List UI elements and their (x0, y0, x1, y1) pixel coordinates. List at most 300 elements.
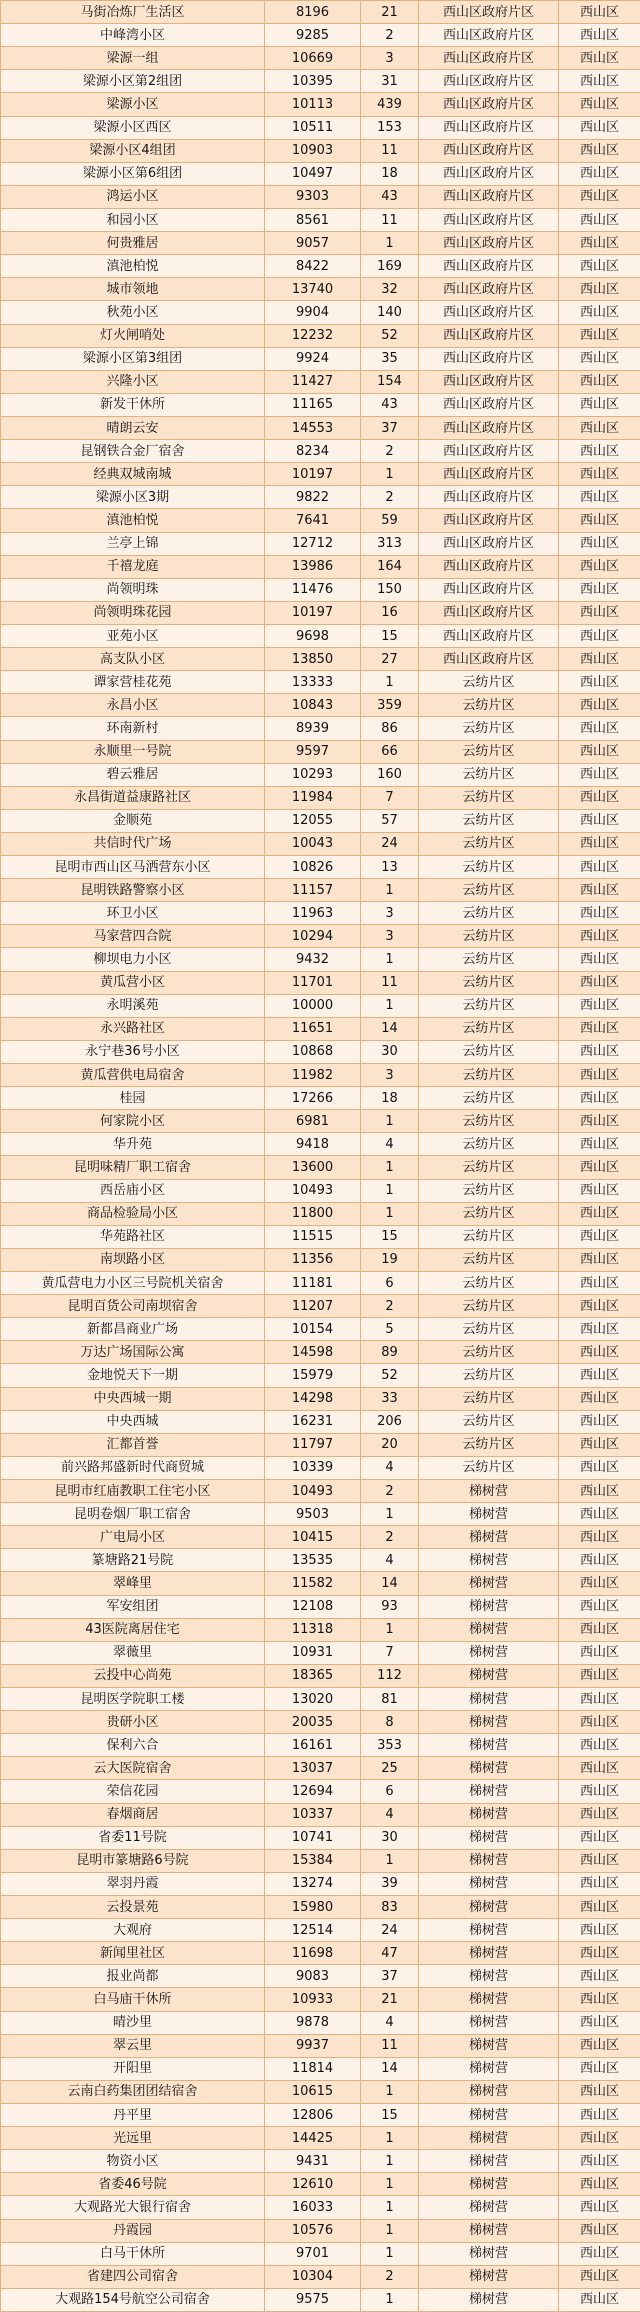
unit-price-cell: 10903 (265, 139, 361, 162)
area-cell: 云纺片区 (419, 879, 559, 902)
district-cell: 西山区 (559, 1965, 640, 1988)
listing-count-cell: 21 (361, 1, 419, 24)
area-cell: 梯树营 (419, 2011, 559, 2034)
unit-price-cell: 11984 (265, 786, 361, 809)
compound-name-cell: 新都昌商业广场 (1, 1318, 265, 1341)
listing-count-cell: 21 (361, 1988, 419, 2011)
unit-price-cell: 10293 (265, 763, 361, 786)
district-cell: 西山区 (559, 347, 640, 370)
area-cell: 云纺片区 (419, 1295, 559, 1318)
district-cell: 西山区 (559, 1734, 640, 1757)
district-cell: 西山区 (559, 1225, 640, 1248)
unit-price-cell: 6981 (265, 1110, 361, 1133)
compound-name-cell: 经典双城南城 (1, 463, 265, 486)
listing-count-cell: 59 (361, 509, 419, 532)
listing-count-cell: 3 (361, 902, 419, 925)
district-cell: 西山区 (559, 786, 640, 809)
listing-count-cell: 439 (361, 93, 419, 116)
table-row (1, 532, 640, 555)
unit-price-cell: 11476 (265, 578, 361, 601)
listing-count-cell: 66 (361, 740, 419, 763)
table-row (1, 624, 640, 647)
table-row (1, 347, 640, 370)
listing-count-cell: 35 (361, 347, 419, 370)
listing-count-cell: 83 (361, 1895, 419, 1918)
district-cell: 西山区 (559, 925, 640, 948)
area-cell: 梯树营 (419, 1988, 559, 2011)
area-cell: 梯树营 (419, 2288, 559, 2311)
listing-count-cell: 1 (361, 463, 419, 486)
listing-count-cell: 11 (361, 971, 419, 994)
area-cell: 西山区政府片区 (419, 255, 559, 278)
unit-price-cell: 9503 (265, 1503, 361, 1526)
unit-price-cell: 8422 (265, 255, 361, 278)
unit-price-cell: 10576 (265, 2219, 361, 2242)
table-row (1, 2011, 640, 2034)
table-row (1, 370, 640, 393)
listing-count-cell: 52 (361, 324, 419, 347)
district-cell: 西山区 (559, 1687, 640, 1710)
unit-price-cell: 10931 (265, 1641, 361, 1664)
unit-price-cell: 9432 (265, 948, 361, 971)
listing-count-cell: 30 (361, 1040, 419, 1063)
district-cell: 西山区 (559, 2011, 640, 2034)
listing-count-cell: 16 (361, 601, 419, 624)
area-cell: 梯树营 (419, 1895, 559, 1918)
area-cell: 梯树营 (419, 2080, 559, 2103)
area-cell: 梯树营 (419, 1480, 559, 1503)
listing-count-cell: 4 (361, 1456, 419, 1479)
district-cell: 西山区 (559, 1156, 640, 1179)
area-cell: 西山区政府片区 (419, 324, 559, 347)
listing-count-cell: 169 (361, 255, 419, 278)
compound-name-cell: 鸿运小区 (1, 185, 265, 208)
listing-count-cell: 14 (361, 1017, 419, 1040)
district-cell: 西山区 (559, 324, 640, 347)
area-cell: 云纺片区 (419, 856, 559, 879)
compound-name-cell: 万达广场国际公寓 (1, 1341, 265, 1364)
district-cell: 西山区 (559, 971, 640, 994)
table-row (1, 1064, 640, 1087)
district-cell: 西山区 (559, 1664, 640, 1687)
district-cell: 西山区 (559, 1110, 640, 1133)
unit-price-cell: 11356 (265, 1248, 361, 1271)
unit-price-cell: 11318 (265, 1618, 361, 1641)
listing-count-cell: 1 (361, 232, 419, 255)
area-cell: 云纺片区 (419, 1225, 559, 1248)
table-row (1, 208, 640, 231)
compound-name-cell: 昆明医学院职工楼 (1, 1687, 265, 1710)
area-cell: 云纺片区 (419, 740, 559, 763)
unit-price-cell: 15980 (265, 1895, 361, 1918)
table-row (1, 324, 640, 347)
unit-price-cell: 10415 (265, 1526, 361, 1549)
district-cell: 西山区 (559, 2173, 640, 2196)
table-row (1, 809, 640, 832)
table-row (1, 786, 640, 809)
unit-price-cell: 12232 (265, 324, 361, 347)
unit-price-cell: 10868 (265, 1040, 361, 1063)
area-cell: 梯树营 (419, 1734, 559, 1757)
compound-name-cell: 环卫小区 (1, 902, 265, 925)
district-cell: 西山区 (559, 2288, 640, 2311)
listing-count-cell: 359 (361, 694, 419, 717)
district-cell: 西山区 (559, 1919, 640, 1942)
compound-name-cell: 昆明百货公司南坝宿舍 (1, 1295, 265, 1318)
compound-name-cell: 环南新村 (1, 717, 265, 740)
compound-name-cell: 翠羽丹霞 (1, 1872, 265, 1895)
district-cell: 西山区 (559, 578, 640, 601)
district-cell: 西山区 (559, 994, 640, 1017)
listing-count-cell: 14 (361, 2057, 419, 2080)
listing-count-cell: 1 (361, 2080, 419, 2103)
table-row (1, 1433, 640, 1456)
listing-count-cell: 81 (361, 1687, 419, 1710)
district-cell: 西山区 (559, 1248, 640, 1271)
district-cell: 西山区 (559, 463, 640, 486)
district-cell: 西山区 (559, 648, 640, 671)
district-cell: 西山区 (559, 717, 640, 740)
area-cell: 梯树营 (419, 2103, 559, 2126)
table-row (1, 1133, 640, 1156)
district-cell: 西山区 (559, 763, 640, 786)
unit-price-cell: 11207 (265, 1295, 361, 1318)
table-row (1, 2057, 640, 2080)
table-row (1, 1826, 640, 1849)
table-row (1, 2034, 640, 2057)
area-cell: 梯树营 (419, 1826, 559, 1849)
listing-count-cell: 20 (361, 1433, 419, 1456)
compound-name-cell: 梁源小区第3组团 (1, 347, 265, 370)
listing-count-cell: 1 (361, 1849, 419, 1872)
compound-name-cell: 马家营四合院 (1, 925, 265, 948)
table-row (1, 1110, 640, 1133)
unit-price-cell: 11582 (265, 1572, 361, 1595)
table-row (1, 763, 640, 786)
compound-name-cell: 贵研小区 (1, 1711, 265, 1734)
compound-name-cell: 报业尚都 (1, 1965, 265, 1988)
listing-count-cell: 160 (361, 763, 419, 786)
compound-name-cell: 亚苑小区 (1, 624, 265, 647)
district-cell: 西山区 (559, 1711, 640, 1734)
district-cell: 西山区 (559, 740, 640, 763)
listing-count-cell: 47 (361, 1942, 419, 1965)
area-cell: 云纺片区 (419, 1272, 559, 1295)
area-cell: 云纺片区 (419, 925, 559, 948)
listing-count-cell: 2 (361, 1480, 419, 1503)
district-cell: 西山区 (559, 1456, 640, 1479)
district-cell: 西山区 (559, 139, 640, 162)
table-row (1, 463, 640, 486)
district-cell: 西山区 (559, 1433, 640, 1456)
area-cell: 西山区政府片区 (419, 601, 559, 624)
table-row (1, 2103, 640, 2126)
unit-price-cell: 9083 (265, 1965, 361, 1988)
table-row (1, 1480, 640, 1503)
area-cell: 云纺片区 (419, 763, 559, 786)
district-cell: 西山区 (559, 370, 640, 393)
area-cell: 西山区政府片区 (419, 1, 559, 24)
compound-name-cell: 大观府 (1, 1919, 265, 1942)
listing-count-cell: 33 (361, 1387, 419, 1410)
compound-name-cell: 兴隆小区 (1, 370, 265, 393)
compound-name-cell: 永明溪苑 (1, 994, 265, 1017)
area-cell: 云纺片区 (419, 1064, 559, 1087)
table-row (1, 1572, 640, 1595)
unit-price-cell: 18365 (265, 1664, 361, 1687)
compound-name-cell: 和园小区 (1, 208, 265, 231)
listing-count-cell: 8 (361, 1711, 419, 1734)
table-row (1, 948, 640, 971)
area-cell: 云纺片区 (419, 809, 559, 832)
unit-price-cell: 10197 (265, 463, 361, 486)
table-row (1, 1272, 640, 1295)
area-cell: 梯树营 (419, 2242, 559, 2265)
table-row (1, 2080, 640, 2103)
district-cell: 西山区 (559, 1040, 640, 1063)
listing-count-cell: 37 (361, 1965, 419, 1988)
area-cell: 西山区政府片区 (419, 648, 559, 671)
compound-name-cell: 永昌街道益康路社区 (1, 786, 265, 809)
district-cell: 西山区 (559, 2265, 640, 2288)
district-cell: 西山区 (559, 1087, 640, 1110)
table-row (1, 1387, 640, 1410)
listing-count-cell: 2 (361, 1526, 419, 1549)
compound-name-cell: 翠云里 (1, 2034, 265, 2057)
unit-price-cell: 14425 (265, 2127, 361, 2150)
listing-count-cell: 7 (361, 786, 419, 809)
unit-price-cell: 10337 (265, 1803, 361, 1826)
compound-name-cell: 永兴路社区 (1, 1017, 265, 1040)
listing-count-cell: 1 (361, 948, 419, 971)
area-cell: 云纺片区 (419, 1040, 559, 1063)
district-cell: 西山区 (559, 601, 640, 624)
listing-count-cell: 1 (361, 994, 419, 1017)
table-row (1, 1595, 640, 1618)
table-row (1, 1641, 640, 1664)
district-cell: 西山区 (559, 1780, 640, 1803)
area-cell: 西山区政府片区 (419, 162, 559, 185)
compound-name-cell: 尚领明珠花园 (1, 601, 265, 624)
district-cell: 西山区 (559, 1, 640, 24)
area-cell: 梯树营 (419, 1711, 559, 1734)
unit-price-cell: 14553 (265, 416, 361, 439)
compound-name-cell: 保利六合 (1, 1734, 265, 1757)
unit-price-cell: 16161 (265, 1734, 361, 1757)
area-cell: 云纺片区 (419, 1179, 559, 1202)
district-cell: 西山区 (559, 1503, 640, 1526)
area-cell: 云纺片区 (419, 1017, 559, 1040)
unit-price-cell: 10000 (265, 994, 361, 1017)
unit-price-cell: 12108 (265, 1595, 361, 1618)
compound-name-cell: 大观路154号航空公司宿舍 (1, 2288, 265, 2311)
compound-name-cell: 云大医院宿舍 (1, 1757, 265, 1780)
listing-count-cell: 93 (361, 1595, 419, 1618)
area-cell: 西山区政府片区 (419, 347, 559, 370)
listing-count-cell: 1 (361, 1156, 419, 1179)
compound-name-cell: 篆塘路21号院 (1, 1549, 265, 1572)
table-row (1, 1942, 640, 1965)
listing-count-cell: 14 (361, 1572, 419, 1595)
area-cell: 西山区政府片区 (419, 532, 559, 555)
listing-count-cell: 1 (361, 2150, 419, 2173)
district-cell: 西山区 (559, 47, 640, 70)
area-cell: 西山区政府片区 (419, 509, 559, 532)
area-cell: 云纺片区 (419, 786, 559, 809)
compound-name-cell: 云投景苑 (1, 1895, 265, 1918)
district-cell: 西山区 (559, 1179, 640, 1202)
area-cell: 西山区政府片区 (419, 486, 559, 509)
district-cell: 西山区 (559, 832, 640, 855)
unit-price-cell: 10113 (265, 93, 361, 116)
compound-name-cell: 新发干休所 (1, 393, 265, 416)
unit-price-cell: 9575 (265, 2288, 361, 2311)
unit-price-cell: 11181 (265, 1272, 361, 1295)
unit-price-cell: 10493 (265, 1480, 361, 1503)
area-cell: 西山区政府片区 (419, 555, 559, 578)
listing-count-cell: 1 (361, 671, 419, 694)
district-cell: 西山区 (559, 532, 640, 555)
table-row (1, 1734, 640, 1757)
area-cell: 云纺片区 (419, 948, 559, 971)
table-row (1, 2265, 640, 2288)
listing-count-cell: 2 (361, 440, 419, 463)
compound-name-cell: 秋苑小区 (1, 301, 265, 324)
unit-price-cell: 9418 (265, 1133, 361, 1156)
listing-count-cell: 24 (361, 832, 419, 855)
table-row (1, 1965, 640, 1988)
unit-price-cell: 8234 (265, 440, 361, 463)
area-cell: 西山区政府片区 (419, 393, 559, 416)
table-row (1, 971, 640, 994)
table-row (1, 1040, 640, 1063)
listing-count-cell: 19 (361, 1248, 419, 1271)
unit-price-cell: 12610 (265, 2173, 361, 2196)
unit-price-cell: 10043 (265, 832, 361, 855)
district-cell: 西山区 (559, 1572, 640, 1595)
listing-count-cell: 39 (361, 1872, 419, 1895)
district-cell: 西山区 (559, 301, 640, 324)
listing-count-cell: 4 (361, 2011, 419, 2034)
district-cell: 西山区 (559, 809, 640, 832)
listing-count-cell: 27 (361, 648, 419, 671)
table-row (1, 2150, 640, 2173)
area-cell: 梯树营 (419, 1618, 559, 1641)
compound-name-cell: 城市领地 (1, 278, 265, 301)
district-cell: 西山区 (559, 1618, 640, 1641)
unit-price-cell: 10294 (265, 925, 361, 948)
unit-price-cell: 10197 (265, 601, 361, 624)
compound-name-cell: 物资小区 (1, 2150, 265, 2173)
unit-price-cell: 14598 (265, 1341, 361, 1364)
listing-count-cell: 7 (361, 1641, 419, 1664)
district-cell: 西山区 (559, 1641, 640, 1664)
compound-name-cell: 光远里 (1, 2127, 265, 2150)
district-cell: 西山区 (559, 70, 640, 93)
listing-count-cell: 11 (361, 2034, 419, 2057)
table-row (1, 1757, 640, 1780)
table-row (1, 1087, 640, 1110)
compound-name-cell: 开阳里 (1, 2057, 265, 2080)
table-row (1, 93, 640, 116)
compound-name-cell: 永昌小区 (1, 694, 265, 717)
area-cell: 西山区政府片区 (419, 116, 559, 139)
compound-name-cell: 43医院离居住宅 (1, 1618, 265, 1641)
compound-name-cell: 何家院小区 (1, 1110, 265, 1133)
compound-name-cell: 前兴路邦盛新时代商贸城 (1, 1456, 265, 1479)
listing-count-cell: 112 (361, 1664, 419, 1687)
area-cell: 云纺片区 (419, 1433, 559, 1456)
area-cell: 西山区政府片区 (419, 416, 559, 439)
table-row (1, 70, 640, 93)
unit-price-cell: 8561 (265, 208, 361, 231)
area-cell: 梯树营 (419, 1803, 559, 1826)
unit-price-cell: 10933 (265, 1988, 361, 2011)
district-cell: 西山区 (559, 278, 640, 301)
district-cell: 西山区 (559, 1988, 640, 2011)
compound-name-cell: 梁源小区西区 (1, 116, 265, 139)
area-cell: 梯树营 (419, 1942, 559, 1965)
listing-count-cell: 4 (361, 1803, 419, 1826)
unit-price-cell: 10493 (265, 1179, 361, 1202)
area-cell: 云纺片区 (419, 1156, 559, 1179)
listing-count-cell: 2 (361, 2265, 419, 2288)
compound-name-cell: 丹平里 (1, 2103, 265, 2126)
listing-count-cell: 153 (361, 116, 419, 139)
unit-price-cell: 9924 (265, 347, 361, 370)
district-cell: 西山区 (559, 1133, 640, 1156)
compound-name-cell: 滇池柏悦 (1, 255, 265, 278)
listing-count-cell: 313 (361, 532, 419, 555)
table-row (1, 185, 640, 208)
table-row (1, 555, 640, 578)
district-cell: 西山区 (559, 2080, 640, 2103)
area-cell: 云纺片区 (419, 694, 559, 717)
district-cell: 西山区 (559, 1803, 640, 1826)
listing-count-cell: 2 (361, 486, 419, 509)
area-cell: 云纺片区 (419, 1248, 559, 1271)
compound-name-cell: 昆明市红庙教职工住宅小区 (1, 1480, 265, 1503)
table-row (1, 139, 640, 162)
table-row (1, 24, 640, 47)
table-row (1, 1225, 640, 1248)
district-cell: 西山区 (559, 162, 640, 185)
table-row (1, 2242, 640, 2265)
compound-name-cell: 翠峰里 (1, 1572, 265, 1595)
area-cell: 梯树营 (419, 2196, 559, 2219)
listing-count-cell: 206 (361, 1410, 419, 1433)
table-row (1, 1618, 640, 1641)
area-cell: 云纺片区 (419, 1110, 559, 1133)
compound-name-cell: 高支队小区 (1, 648, 265, 671)
compound-name-cell: 梁源一组 (1, 47, 265, 70)
area-cell: 云纺片区 (419, 1456, 559, 1479)
unit-price-cell: 13020 (265, 1687, 361, 1710)
area-cell: 云纺片区 (419, 1202, 559, 1225)
table-row (1, 832, 640, 855)
unit-price-cell: 12694 (265, 1780, 361, 1803)
area-cell: 梯树营 (419, 2034, 559, 2057)
unit-price-cell: 10154 (265, 1318, 361, 1341)
compound-name-cell: 梁源小区第2组团 (1, 70, 265, 93)
unit-price-cell: 12806 (265, 2103, 361, 2126)
table-row (1, 1664, 640, 1687)
compound-name-cell: 昆明味精厂职工宿舍 (1, 1156, 265, 1179)
compound-name-cell: 昆明铁路警察小区 (1, 879, 265, 902)
area-cell: 梯树营 (419, 1757, 559, 1780)
area-cell: 西山区政府片区 (419, 70, 559, 93)
district-cell: 西山区 (559, 2057, 640, 2080)
